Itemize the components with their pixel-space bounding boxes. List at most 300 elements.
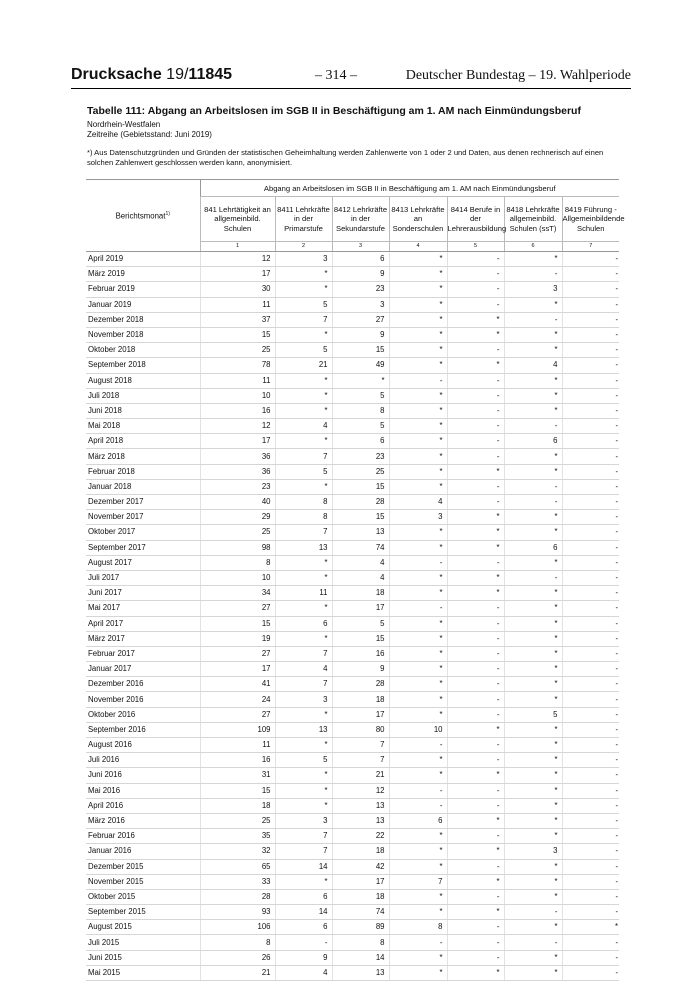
table-row (86, 419, 619, 434)
month-cell: Dezember 2016 (86, 677, 200, 692)
month-cell: Mai 2015 (86, 965, 200, 980)
value-cell: * (389, 449, 447, 464)
table-row (86, 692, 619, 707)
value-cell: - (504, 570, 562, 585)
value-cell: - (562, 586, 619, 601)
value-cell: 6 (275, 616, 332, 631)
value-cell: - (562, 419, 619, 434)
table-row (86, 707, 619, 722)
value-cell: - (562, 555, 619, 570)
value-cell: 98 (200, 540, 275, 555)
value-cell: 109 (200, 722, 275, 737)
value-cell: 15 (332, 631, 389, 646)
value-cell: * (275, 555, 332, 570)
value-cell: - (389, 798, 447, 813)
value-cell: - (562, 616, 619, 631)
table-title: Tabelle 111: Abgang an Arbeitslosen im SGB II in Beschäftigung am 1. AM nach Einmündungsberuf (87, 105, 581, 117)
value-cell: 4 (275, 965, 332, 980)
value-cell: - (389, 783, 447, 798)
value-cell: * (389, 844, 447, 859)
value-cell: * (504, 950, 562, 965)
value-cell: - (562, 950, 619, 965)
value-cell: 16 (200, 753, 275, 768)
value-cell: * (275, 631, 332, 646)
table-row (86, 312, 619, 327)
value-cell: 4 (275, 662, 332, 677)
value-cell: - (447, 677, 504, 692)
value-cell: 49 (332, 358, 389, 373)
table-row (86, 965, 619, 980)
month-cell: Oktober 2016 (86, 707, 200, 722)
value-cell: 6 (275, 920, 332, 935)
value-cell: - (447, 419, 504, 434)
page-header (71, 66, 631, 89)
value-cell: - (447, 662, 504, 677)
value-cell: - (447, 829, 504, 844)
value-cell: * (389, 677, 447, 692)
value-cell: * (562, 920, 619, 935)
value-cell: * (447, 813, 504, 828)
table-row (86, 570, 619, 585)
month-cell: Juli 2016 (86, 753, 200, 768)
value-cell: * (389, 388, 447, 403)
value-cell: - (447, 601, 504, 616)
value-cell: - (447, 859, 504, 874)
table-row (86, 722, 619, 737)
value-cell: 6 (504, 540, 562, 555)
value-cell: - (562, 935, 619, 950)
value-cell: * (275, 768, 332, 783)
value-cell: 40 (200, 495, 275, 510)
value-cell: * (389, 403, 447, 418)
value-cell: 17 (332, 707, 389, 722)
month-cell: September 2018 (86, 358, 200, 373)
value-cell: * (504, 464, 562, 479)
month-cell: August 2016 (86, 738, 200, 753)
month-cell: März 2017 (86, 631, 200, 646)
table-row (86, 540, 619, 555)
value-cell: * (504, 829, 562, 844)
month-cell: März 2016 (86, 813, 200, 828)
month-cell: Mai 2018 (86, 419, 200, 434)
value-cell: - (562, 327, 619, 342)
table-head (86, 180, 625, 252)
value-cell: - (447, 783, 504, 798)
column-header-8418: 8418 Lehrkräfte allgemeinbild. Schulen (ssT) (504, 197, 562, 242)
value-cell: * (447, 312, 504, 327)
column-index: 5 (447, 242, 504, 252)
month-cell: August 2015 (86, 920, 200, 935)
value-cell: 93 (200, 905, 275, 920)
value-cell: 11 (200, 297, 275, 312)
value-cell: * (504, 510, 562, 525)
value-cell: 26 (200, 950, 275, 965)
document-label: Drucksache (71, 66, 162, 83)
table-row (86, 662, 619, 677)
column-header-8419: 8419 Führung - Allgemeinbildende Schulen (562, 197, 619, 242)
value-cell: 7 (275, 449, 332, 464)
table-row (86, 859, 619, 874)
table-row (86, 753, 619, 768)
value-cell: * (389, 282, 447, 297)
value-cell: * (447, 586, 504, 601)
value-cell: 78 (200, 358, 275, 373)
value-cell: 15 (332, 343, 389, 358)
table-row (86, 297, 619, 312)
value-cell: * (275, 327, 332, 342)
value-cell: * (389, 753, 447, 768)
value-cell: 6 (389, 813, 447, 828)
value-cell: * (389, 464, 447, 479)
value-cell: 8 (332, 403, 389, 418)
month-cell: Juli 2015 (86, 935, 200, 950)
value-cell: - (562, 312, 619, 327)
value-cell: * (275, 783, 332, 798)
value-cell: 29 (200, 510, 275, 525)
value-cell: - (562, 252, 619, 267)
value-cell: 18 (332, 586, 389, 601)
value-cell: - (447, 297, 504, 312)
table-row (86, 449, 619, 464)
value-cell: - (562, 267, 619, 282)
value-cell: - (447, 403, 504, 418)
value-cell: * (447, 965, 504, 980)
value-cell: * (275, 388, 332, 403)
value-cell: 12 (200, 419, 275, 434)
value-cell: * (389, 965, 447, 980)
value-cell: - (562, 768, 619, 783)
column-index: 1 (200, 242, 275, 252)
value-cell: * (447, 464, 504, 479)
value-cell: * (504, 449, 562, 464)
value-cell: 5 (332, 616, 389, 631)
value-cell: * (389, 267, 447, 282)
value-cell: * (389, 570, 447, 585)
value-cell: - (562, 813, 619, 828)
table-row (86, 813, 619, 828)
value-cell: * (275, 707, 332, 722)
value-cell: * (504, 586, 562, 601)
column-index: 3 (332, 242, 389, 252)
value-cell: - (447, 267, 504, 282)
value-cell: - (562, 844, 619, 859)
table-row (86, 525, 619, 540)
value-cell: 25 (200, 343, 275, 358)
value-cell: - (447, 252, 504, 267)
value-cell: - (275, 935, 332, 950)
table-row (86, 403, 619, 418)
document-number-main: 11845 (188, 66, 233, 83)
value-cell: * (504, 403, 562, 418)
value-cell: * (389, 950, 447, 965)
month-cell: Mai 2017 (86, 601, 200, 616)
value-cell: - (447, 631, 504, 646)
table-row (86, 829, 619, 844)
value-cell: 7 (332, 738, 389, 753)
column-header-8414: 8414 Berufe in der Lehrerausbildung (447, 197, 504, 242)
value-cell: - (562, 464, 619, 479)
value-cell: 5 (332, 419, 389, 434)
table-row (86, 479, 619, 494)
value-cell: 7 (275, 844, 332, 859)
value-cell: 17 (200, 434, 275, 449)
value-cell: * (389, 312, 447, 327)
value-cell: 23 (332, 449, 389, 464)
value-cell: * (447, 358, 504, 373)
value-cell: 21 (275, 358, 332, 373)
month-footnote-marker: 1) (165, 210, 170, 217)
region-label: Nordrhein-Westfalen (87, 120, 161, 129)
value-cell: 24 (200, 692, 275, 707)
value-cell: * (389, 631, 447, 646)
month-cell: Januar 2016 (86, 844, 200, 859)
value-cell: 7 (275, 312, 332, 327)
value-cell: * (275, 267, 332, 282)
value-cell: 34 (200, 586, 275, 601)
table-row (86, 358, 619, 373)
table-row (86, 601, 619, 616)
value-cell: 11 (200, 738, 275, 753)
value-cell: 4 (332, 555, 389, 570)
value-cell: 5 (504, 707, 562, 722)
value-cell: 23 (332, 282, 389, 297)
value-cell: - (562, 662, 619, 677)
column-index: 2 (275, 242, 332, 252)
value-cell: * (504, 722, 562, 737)
value-cell: * (275, 403, 332, 418)
column-header-8413: 8413 Lehrkräfte an Sonderschulen (389, 197, 447, 242)
value-cell: - (562, 601, 619, 616)
value-cell: 28 (200, 889, 275, 904)
value-cell: * (504, 373, 562, 388)
value-cell: - (447, 692, 504, 707)
value-cell: - (562, 798, 619, 813)
value-cell: - (562, 965, 619, 980)
value-cell: * (504, 297, 562, 312)
value-cell: 36 (200, 449, 275, 464)
table-row (86, 677, 619, 692)
value-cell: 23 (200, 479, 275, 494)
privacy-note: *) Aus Datenschutzgründen und Gründen der statistischen Geheimhaltung werden Zahlenwerte von 1 oder 2 und Daten, aus denen rechnerisch auf einen solchen Zahlenwert geschlossen werden kann, anonymisiert. (87, 148, 604, 167)
value-cell: 5 (275, 753, 332, 768)
value-cell: 4 (504, 358, 562, 373)
value-cell: * (504, 388, 562, 403)
value-cell: - (562, 646, 619, 661)
header-row-group (86, 180, 619, 197)
month-cell: Dezember 2018 (86, 312, 200, 327)
value-cell: - (562, 495, 619, 510)
month-cell: Oktober 2015 (86, 889, 200, 904)
month-cell: September 2017 (86, 540, 200, 555)
table-row (86, 510, 619, 525)
value-cell: 15 (332, 510, 389, 525)
value-cell: 14 (275, 905, 332, 920)
value-cell: 12 (332, 783, 389, 798)
month-cell: März 2018 (86, 449, 200, 464)
value-cell: 5 (275, 464, 332, 479)
value-cell: 17 (200, 267, 275, 282)
value-cell: 41 (200, 677, 275, 692)
value-cell: * (504, 768, 562, 783)
table-row (86, 798, 619, 813)
value-cell: * (504, 874, 562, 889)
value-cell: * (275, 874, 332, 889)
value-cell: - (447, 935, 504, 950)
value-cell: 27 (332, 312, 389, 327)
value-cell: * (447, 905, 504, 920)
table-row (86, 844, 619, 859)
value-cell: * (504, 662, 562, 677)
value-cell: 31 (200, 768, 275, 783)
value-cell: - (562, 388, 619, 403)
value-cell: * (504, 798, 562, 813)
value-cell: - (562, 859, 619, 874)
value-cell: 15 (332, 479, 389, 494)
value-cell: - (447, 495, 504, 510)
value-cell: 3 (389, 510, 447, 525)
month-cell: November 2015 (86, 874, 200, 889)
page-number: – 314 – (315, 68, 357, 83)
value-cell: - (389, 555, 447, 570)
value-cell: * (504, 859, 562, 874)
value-cell: * (389, 540, 447, 555)
value-cell: * (447, 874, 504, 889)
value-cell: - (447, 388, 504, 403)
value-cell: - (504, 419, 562, 434)
value-cell: 89 (332, 920, 389, 935)
value-cell: * (504, 343, 562, 358)
value-cell: - (562, 510, 619, 525)
value-cell: 5 (275, 343, 332, 358)
table-row (86, 252, 619, 267)
value-cell: 15 (200, 783, 275, 798)
value-cell: - (447, 282, 504, 297)
value-cell: - (447, 889, 504, 904)
value-cell: 80 (332, 722, 389, 737)
value-cell: 12 (200, 252, 275, 267)
value-cell: 3 (504, 844, 562, 859)
value-cell: 7 (389, 874, 447, 889)
value-cell: - (562, 631, 619, 646)
month-cell: August 2017 (86, 555, 200, 570)
value-cell: 21 (332, 768, 389, 783)
value-cell: - (562, 479, 619, 494)
value-cell: - (562, 783, 619, 798)
value-cell: * (504, 646, 562, 661)
value-cell: 35 (200, 829, 275, 844)
value-cell: 14 (275, 859, 332, 874)
table-row (86, 935, 619, 950)
value-cell: * (389, 646, 447, 661)
value-cell: - (562, 403, 619, 418)
value-cell: 74 (332, 540, 389, 555)
value-cell: * (275, 373, 332, 388)
value-cell: - (562, 889, 619, 904)
data-table (86, 179, 625, 981)
table-row (86, 950, 619, 965)
value-cell: 10 (200, 388, 275, 403)
value-cell: - (562, 829, 619, 844)
value-cell: - (562, 449, 619, 464)
month-cell: Juni 2015 (86, 950, 200, 965)
value-cell: 5 (275, 297, 332, 312)
month-cell: November 2017 (86, 510, 200, 525)
value-cell: 36 (200, 464, 275, 479)
column-index: 6 (504, 242, 562, 252)
table-row (86, 495, 619, 510)
value-cell: * (447, 540, 504, 555)
value-cell: * (447, 768, 504, 783)
value-cell: * (504, 692, 562, 707)
month-cell: November 2016 (86, 692, 200, 707)
document-number (71, 66, 232, 84)
value-cell: * (275, 282, 332, 297)
value-cell: 3 (275, 692, 332, 707)
table-row (86, 631, 619, 646)
column-index: 4 (389, 242, 447, 252)
value-cell: 74 (332, 905, 389, 920)
value-cell: - (447, 616, 504, 631)
value-cell: 42 (332, 859, 389, 874)
month-cell: April 2019 (86, 252, 200, 267)
value-cell: 21 (200, 965, 275, 980)
value-cell: - (447, 707, 504, 722)
value-cell: - (447, 434, 504, 449)
value-cell: * (389, 692, 447, 707)
value-cell: - (389, 373, 447, 388)
value-cell: 27 (200, 601, 275, 616)
table-row (86, 616, 619, 631)
value-cell: * (504, 525, 562, 540)
value-cell: 25 (200, 525, 275, 540)
group-header: Abgang an Arbeitslosen im SGB II in Beschäftigung am 1. AM nach Einmündungsberuf (200, 180, 619, 197)
value-cell: - (562, 570, 619, 585)
value-cell: 8 (200, 935, 275, 950)
value-cell: 4 (389, 495, 447, 510)
value-cell: - (562, 525, 619, 540)
month-cell: Juli 2018 (86, 388, 200, 403)
value-cell: * (447, 525, 504, 540)
value-cell: 6 (504, 434, 562, 449)
table-row (86, 768, 619, 783)
value-cell: 13 (332, 798, 389, 813)
month-cell: Januar 2019 (86, 297, 200, 312)
value-cell: 25 (200, 813, 275, 828)
value-cell: 65 (200, 859, 275, 874)
value-cell: * (389, 327, 447, 342)
value-cell: 9 (332, 327, 389, 342)
value-cell: * (447, 570, 504, 585)
value-cell: 15 (200, 327, 275, 342)
value-cell: * (504, 753, 562, 768)
value-cell: * (389, 859, 447, 874)
month-cell: Februar 2017 (86, 646, 200, 661)
value-cell: 30 (200, 282, 275, 297)
value-cell: - (447, 343, 504, 358)
month-cell: Dezember 2015 (86, 859, 200, 874)
value-cell: 10 (389, 722, 447, 737)
table-row (86, 646, 619, 661)
value-cell: * (275, 601, 332, 616)
value-cell: - (562, 358, 619, 373)
value-cell: * (389, 252, 447, 267)
value-cell: * (332, 373, 389, 388)
month-cell: Mai 2016 (86, 783, 200, 798)
value-cell: - (562, 707, 619, 722)
value-cell: * (389, 829, 447, 844)
value-cell: * (504, 327, 562, 342)
table-row (86, 434, 619, 449)
